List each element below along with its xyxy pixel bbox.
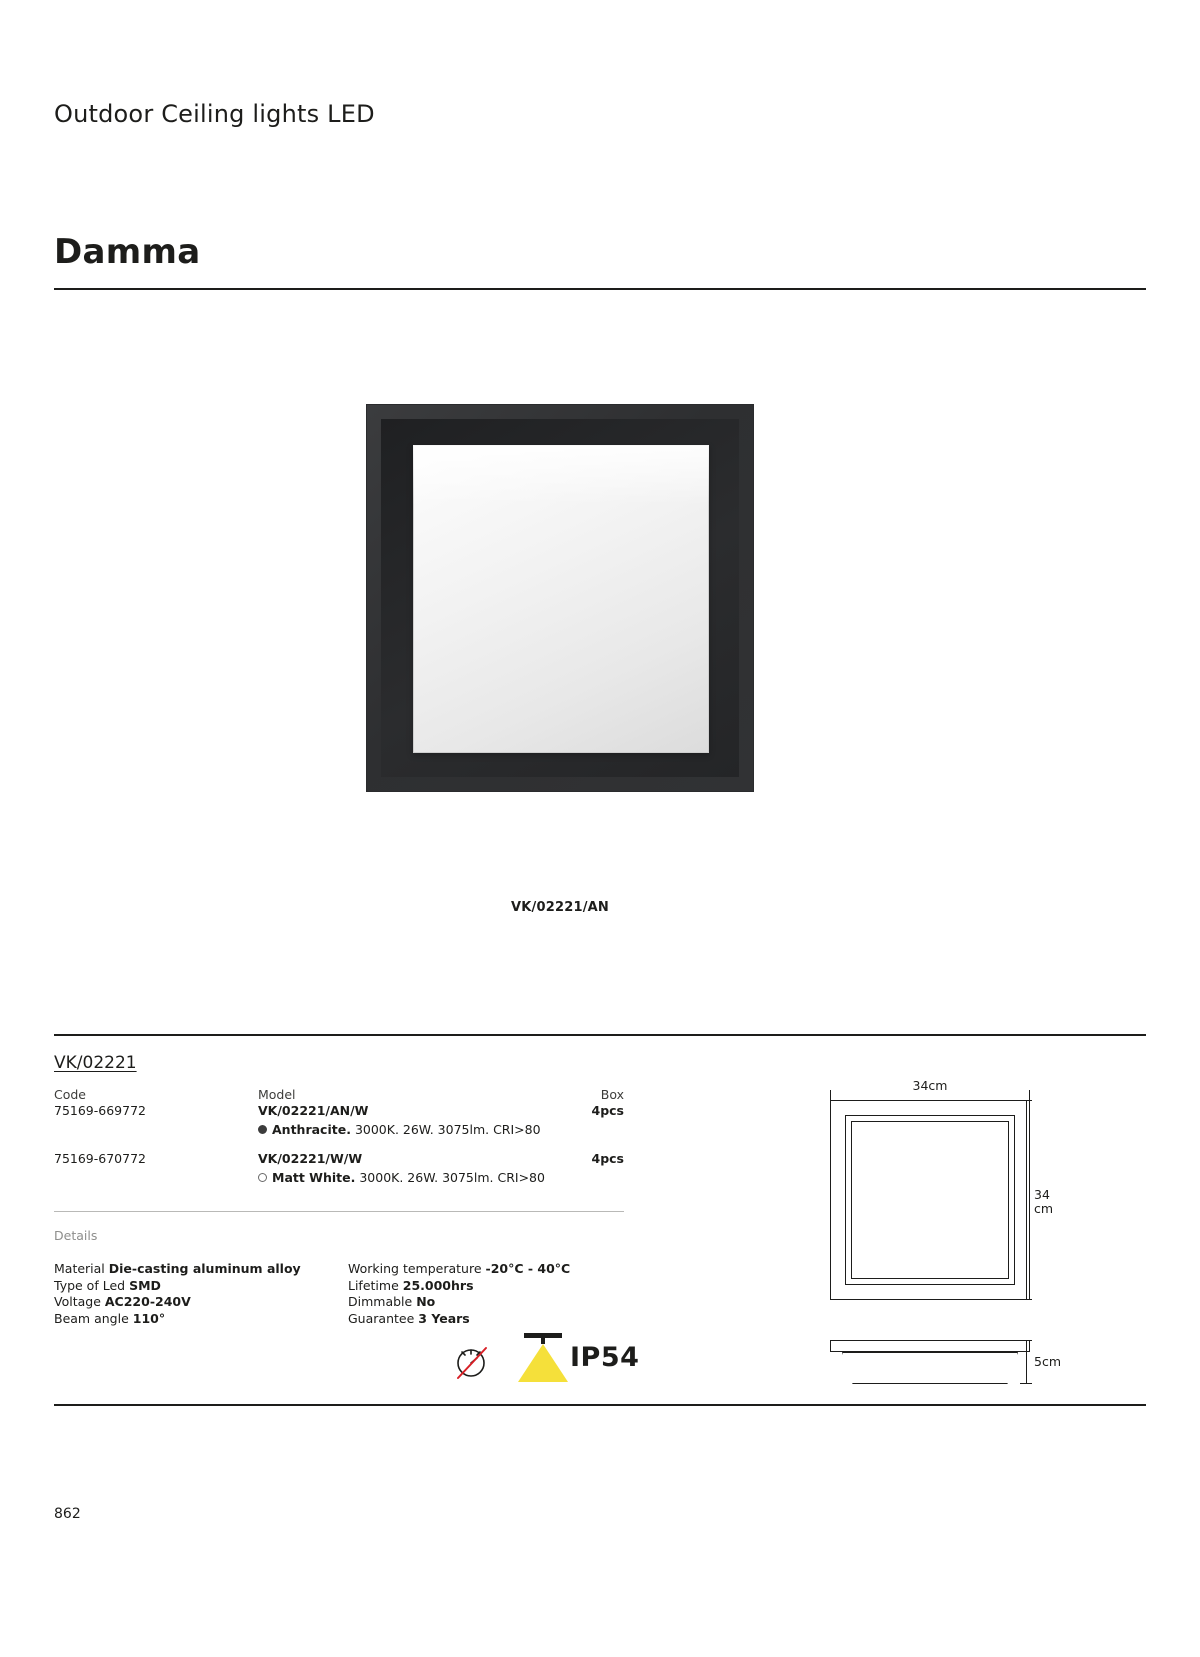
detail-label: Beam angle [54, 1310, 129, 1326]
family-code: VK/02221 [54, 1053, 137, 1073]
detail-label: Dimmable [348, 1294, 413, 1309]
detail-value: -20°C - 40°C [485, 1261, 571, 1276]
luminaire-frame [366, 404, 754, 792]
dimension-width-label: 34cm [912, 1078, 948, 1093]
dimension-height-unit: cm [1034, 1201, 1054, 1216]
table-header-row [54, 1087, 624, 1103]
dimension-tick [830, 1090, 831, 1100]
detail-lifetime [348, 1278, 628, 1295]
side-view-drawing [830, 1338, 1030, 1384]
variant-finish-line [258, 1122, 541, 1137]
specs-top-divider [54, 1034, 1146, 1036]
detail-material [54, 1261, 344, 1278]
dimension-drawings [830, 1070, 1130, 1400]
front-view-diffuser-outline [851, 1121, 1009, 1279]
feature-icons [448, 1326, 708, 1388]
page-title: Damma [54, 232, 201, 272]
detail-beam-angle [54, 1311, 344, 1328]
variant-model: VK/02221/W/W [258, 1151, 363, 1166]
detail-label: Type of Led [54, 1277, 126, 1293]
detail-label: Working temperature [348, 1261, 482, 1276]
detail-label: Guarantee [348, 1310, 415, 1326]
detail-value: 3 Years [418, 1310, 470, 1326]
side-view-mounting-plate [830, 1340, 1030, 1352]
ip-rating-label: IP54 [570, 1342, 640, 1373]
dimension-tick [1020, 1100, 1032, 1101]
variant-model: VK/02221/AN/W [258, 1103, 369, 1118]
details-divider [54, 1211, 624, 1212]
dimension-line-vertical [1026, 1340, 1027, 1384]
product-image-caption: VK/02221/AN [511, 900, 609, 915]
details-column-left [54, 1261, 344, 1327]
dimension-line-vertical [1026, 1100, 1027, 1300]
dimension-tick [1020, 1383, 1032, 1384]
detail-value: 25.000hrs [402, 1277, 474, 1293]
detail-voltage [54, 1294, 344, 1311]
detail-value: No [416, 1294, 436, 1309]
column-header-code: Code [54, 1087, 87, 1102]
detail-type-of-led [54, 1278, 344, 1295]
dimension-tick [1029, 1090, 1030, 1100]
luminaire-diffuser [413, 445, 709, 753]
detail-working-temperature [348, 1261, 628, 1278]
title-divider [54, 288, 1146, 290]
dimension-depth-label: 5cm [1034, 1354, 1062, 1369]
table-row [54, 1103, 624, 1151]
detail-label: Material [54, 1261, 105, 1276]
finish-swatch-anthracite-icon [258, 1125, 267, 1134]
details-column-right [348, 1261, 628, 1327]
no-dimmable-icon [448, 1338, 494, 1384]
column-header-box: Box [600, 1087, 624, 1102]
table-row [54, 1151, 624, 1199]
variant-photometrics: 3000K. 26W. 3075lm. CRI>80 [354, 1122, 541, 1137]
detail-value: 110° [132, 1310, 166, 1326]
dimension-tick [1020, 1299, 1032, 1300]
column-header-model: Model [258, 1087, 296, 1102]
detail-dimmable [348, 1294, 628, 1311]
variant-finish-line [258, 1170, 545, 1185]
detail-value: Die-casting aluminum alloy [108, 1261, 301, 1276]
finish-swatch-matt-white-icon [258, 1173, 267, 1182]
variant-code: 75169-670772 [54, 1151, 146, 1166]
detail-value: SMD [129, 1277, 161, 1293]
side-view-body [842, 1352, 1018, 1384]
variant-box: 4pcs [591, 1151, 624, 1166]
variant-photometrics: 3000K. 26W. 3075lm. CRI>80 [359, 1170, 545, 1185]
dimension-height-label [1034, 1188, 1053, 1216]
variant-finish-name: Matt White. [272, 1170, 356, 1185]
dimension-tick [1020, 1340, 1032, 1341]
product-image [366, 404, 754, 792]
variant-finish-name: Anthracite. [272, 1122, 351, 1137]
page-number: 862 [54, 1506, 81, 1522]
variant-code: 75169-669772 [54, 1103, 146, 1118]
specs-bottom-divider [54, 1404, 1146, 1406]
dimension-height-value: 34 [1034, 1187, 1050, 1202]
detail-label: Voltage [54, 1294, 101, 1309]
variant-box: 4pcs [591, 1103, 624, 1118]
front-view-drawing [830, 1100, 1030, 1300]
detail-guarantee [348, 1311, 628, 1328]
details-label: Details [54, 1228, 98, 1243]
beam-spread-icon [510, 1330, 576, 1386]
category-heading: Outdoor Ceiling lights LED [54, 100, 375, 128]
detail-value: AC220-240V [104, 1294, 191, 1309]
detail-label: Lifetime [348, 1277, 399, 1293]
variants-table [54, 1087, 624, 1199]
